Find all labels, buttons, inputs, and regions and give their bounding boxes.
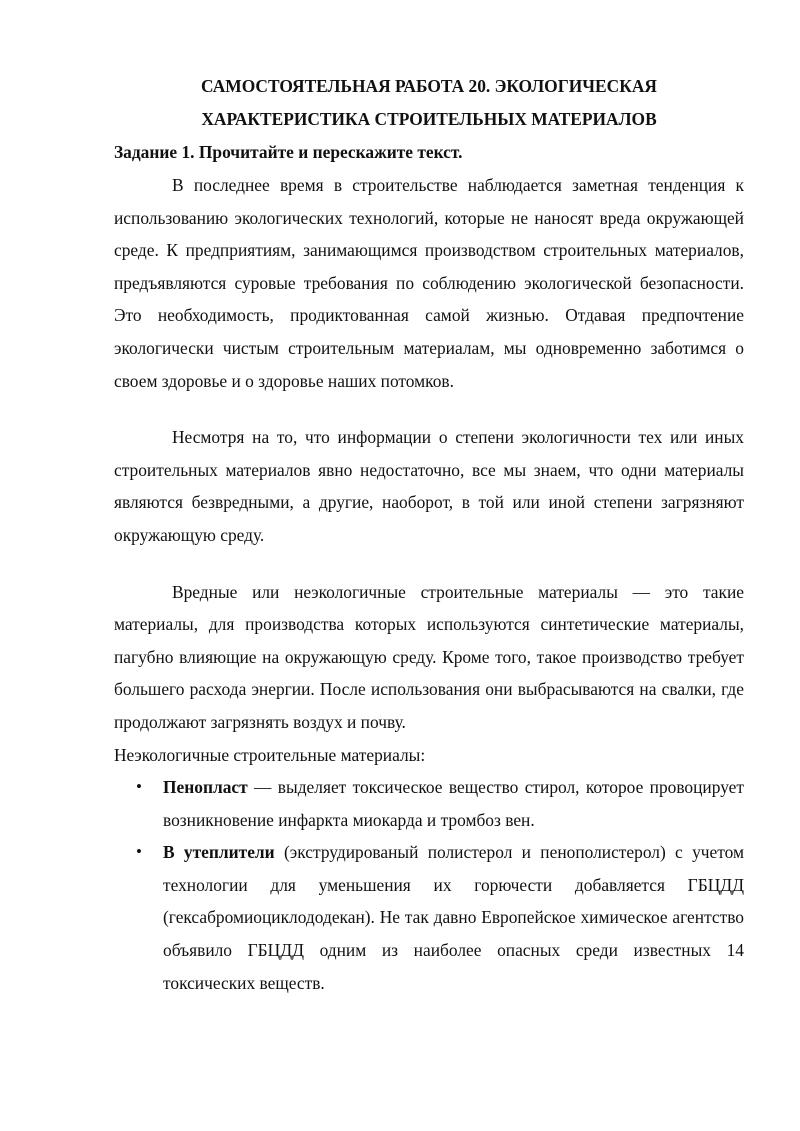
list-item bbox=[114, 771, 744, 836]
bullet-list bbox=[114, 771, 744, 999]
title-line-1: САМОСТОЯТЕЛЬНАЯ РАБОТА 20. ЭКОЛОГИЧЕСКАЯ bbox=[201, 76, 657, 96]
paragraph-2: Несмотря на то, что информации о степени экологичности тех или иных строительных материалов явно недостаточно, все мы знаем, что одни материалы являются безвредными, а другие, наоборот, в той или иной степени загрязняют окружающую среду. bbox=[114, 427, 744, 545]
task-heading: Задание 1. Прочитайте и перескажите текст. bbox=[114, 142, 463, 162]
bullet-term: Пенопласт bbox=[163, 777, 248, 798]
document-page bbox=[114, 70, 744, 999]
list-item bbox=[114, 836, 744, 999]
bullet-icon: • bbox=[136, 777, 142, 797]
bullet-text: — выделяет токсическое вещество стирол, которое провоцирует возникновение инфаркта миокарда и тромбоз вен. bbox=[163, 777, 744, 830]
paragraph-3: Вредные или неэкологичные строительные материалы — это такие материалы, для производства которых используются синтетические материалы, пагубно влияющие на окружающую среду. Кроме того, такое производство требует большего расхода энергии. После использования они выбрасываются на свалки, где продолжают загрязнять воздух и почву. bbox=[114, 581, 744, 732]
bullet-icon: • bbox=[136, 842, 142, 862]
list-intro: Неэкологичные строительные материалы: bbox=[114, 744, 426, 765]
paragraph-gap bbox=[114, 397, 744, 421]
title-line-2: ХАРАКТЕРИСТИКА СТРОИТЕЛЬНЫХ МАТЕРИАЛОВ bbox=[201, 109, 657, 129]
paragraph-gap bbox=[114, 552, 744, 576]
paragraph-1: В последнее время в строительстве наблюдается заметная тенденция к использованию экологических технологий, которые не наносят вреда окружающей среде. К предприятиям, занимающимся производством строительных материалов, предъявляются суровые требования по соблюдению экологической безопасности. Это необходимость, продиктованная самой жизнью. Отдавая предпочтение экологически чистым строительным материалам, мы одновременно заботимся о своем здоровье и о здоровье наших потомков. bbox=[114, 175, 744, 391]
bullet-term: В утеплители bbox=[163, 842, 275, 863]
bullet-text: (экструдированый полистерол и пенополистерол) с учетом технологии для уменьшения их горючести добавляется ГБЦДД (гексабромиоциклододекан). Не так давно Европейское химическое агентство объявило ГБЦДД одним из наиболее опасных среди известных 14 токсических веществ. bbox=[163, 842, 744, 993]
